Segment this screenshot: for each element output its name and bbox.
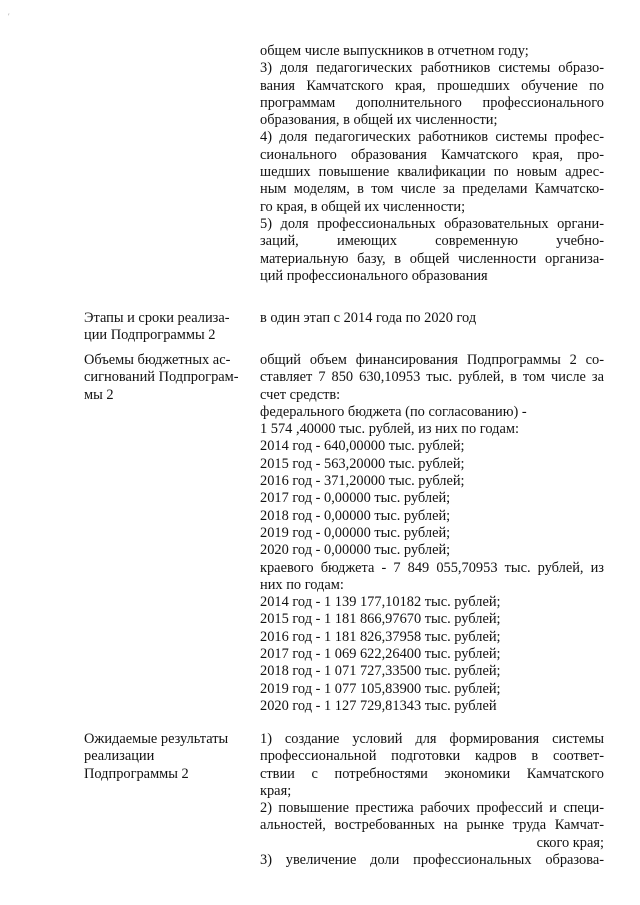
label-line: ции Подпрограммы 2 (84, 327, 216, 344)
content-line: ского края; (536, 834, 604, 851)
content-line: 2019 год - 0,00000 тыс. рублей; (260, 524, 451, 541)
label-line: реализации (84, 748, 155, 765)
content-line: 2016 год - 1 181 826,37958 тыс. рублей; (260, 628, 501, 645)
content-line: 3) увеличение доли профессиональных образова- (260, 852, 604, 869)
content-line: 2) повышение престижа рабочих профессий и специ- (260, 800, 604, 817)
row-content (260, 310, 604, 327)
content-line: 2014 год - 640,00000 тыс. рублей; (260, 438, 465, 455)
content-line: ным моделям, в том числе за пределами Камчатско- (260, 181, 604, 198)
row-label (84, 310, 254, 345)
content-line: них по годам: (260, 576, 344, 593)
content-line: 2020 год - 0,00000 тыс. рублей; (260, 542, 451, 559)
label-line: сигнований Подпрограм- (84, 369, 239, 386)
content-line: общем числе выпускников в отчетном году; (260, 43, 529, 59)
content-line: 2014 год - 1 139 177,10182 тыс. рублей; (260, 594, 501, 611)
content-line: ций профессионального образования (260, 267, 488, 284)
content-line: 2020 год - 1 127 729,81343 тыс. рублей (260, 697, 497, 714)
content-line: 2019 год - 1 077 105,83900 тыс. рублей; (260, 680, 501, 697)
label-line: Подпрограммы 2 (84, 765, 189, 782)
content-line: края; (260, 782, 292, 799)
content-line: программам дополнительного профессионального (260, 94, 604, 111)
content-line: 2017 год - 0,00000 тыс. рублей; (260, 490, 451, 507)
label-line: Ожидаемые результаты (84, 731, 229, 747)
row-label (84, 731, 254, 783)
content-line: 3) доля педагогических работников системы образо- (260, 60, 604, 77)
content-line: 4) доля педагогических работников системы профес- (260, 129, 604, 146)
content-line: 5) доля профессиональных образовательных органи- (260, 215, 604, 232)
content-line: материальную базу, в общей численности организа- (260, 250, 604, 267)
content-line: альностей, востребованных на рынке труда Камчат- (260, 817, 604, 834)
content-line: ставляет 7 850 630,10953 тыс. рублей, в том числе за (260, 369, 604, 386)
content-line: профессиональной подготовки кадров в соответ- (260, 748, 604, 765)
content-line: федерального бюджета (по согласованию) - (260, 403, 527, 420)
row-content (260, 352, 604, 715)
content-line: 1 574 ,40000 тыс. рублей, из них по годам: (260, 421, 519, 438)
content-line: заций, имеющих современную учебно- (260, 233, 604, 250)
content-line: образования, в общей их численности; (260, 112, 498, 129)
content-line: шедших повышение квалификации по новым адрес- (260, 164, 604, 181)
label-line: Объемы бюджетных ас- (84, 352, 231, 368)
content-line: ствии с потребностями экономики Камчатского (260, 765, 604, 782)
content-line: 2015 год - 563,20000 тыс. рублей; (260, 455, 465, 472)
content-line: 2017 год - 1 069 622,26400 тыс. рублей; (260, 646, 501, 663)
content-line: счет средств: (260, 386, 341, 403)
content-line: 2016 год - 371,20000 тыс. рублей; (260, 473, 465, 490)
content-line: сионального образования Камчатского края, про- (260, 146, 604, 163)
content-line: го края, в общей их численности; (260, 198, 466, 215)
content-line: 1) создание условий для формирования системы (260, 731, 604, 747)
content-line: общий объем финансирования Подпрограммы 2 со- (260, 352, 604, 368)
content-line: 2018 год - 1 071 727,33500 тыс. рублей; (260, 663, 501, 680)
content-line: 2018 год - 0,00000 тыс. рублей; (260, 507, 451, 524)
row-label (84, 352, 254, 404)
corner-mark: ʹ (8, 12, 10, 21)
label-line: Этапы и сроки реализа- (84, 310, 230, 326)
content-line: в один этап с 2014 года по 2020 год (260, 310, 477, 326)
content-line: 2015 год - 1 181 866,97670 тыс. рублей; (260, 611, 501, 628)
content-line: вания Камчатского края, прошедших обучение по (260, 77, 604, 94)
label-line: мы 2 (84, 386, 114, 403)
row-content (260, 731, 604, 869)
row-content (260, 43, 604, 285)
content-line: краевого бюджета - 7 849 055,70953 тыс. рублей, из (260, 559, 604, 576)
